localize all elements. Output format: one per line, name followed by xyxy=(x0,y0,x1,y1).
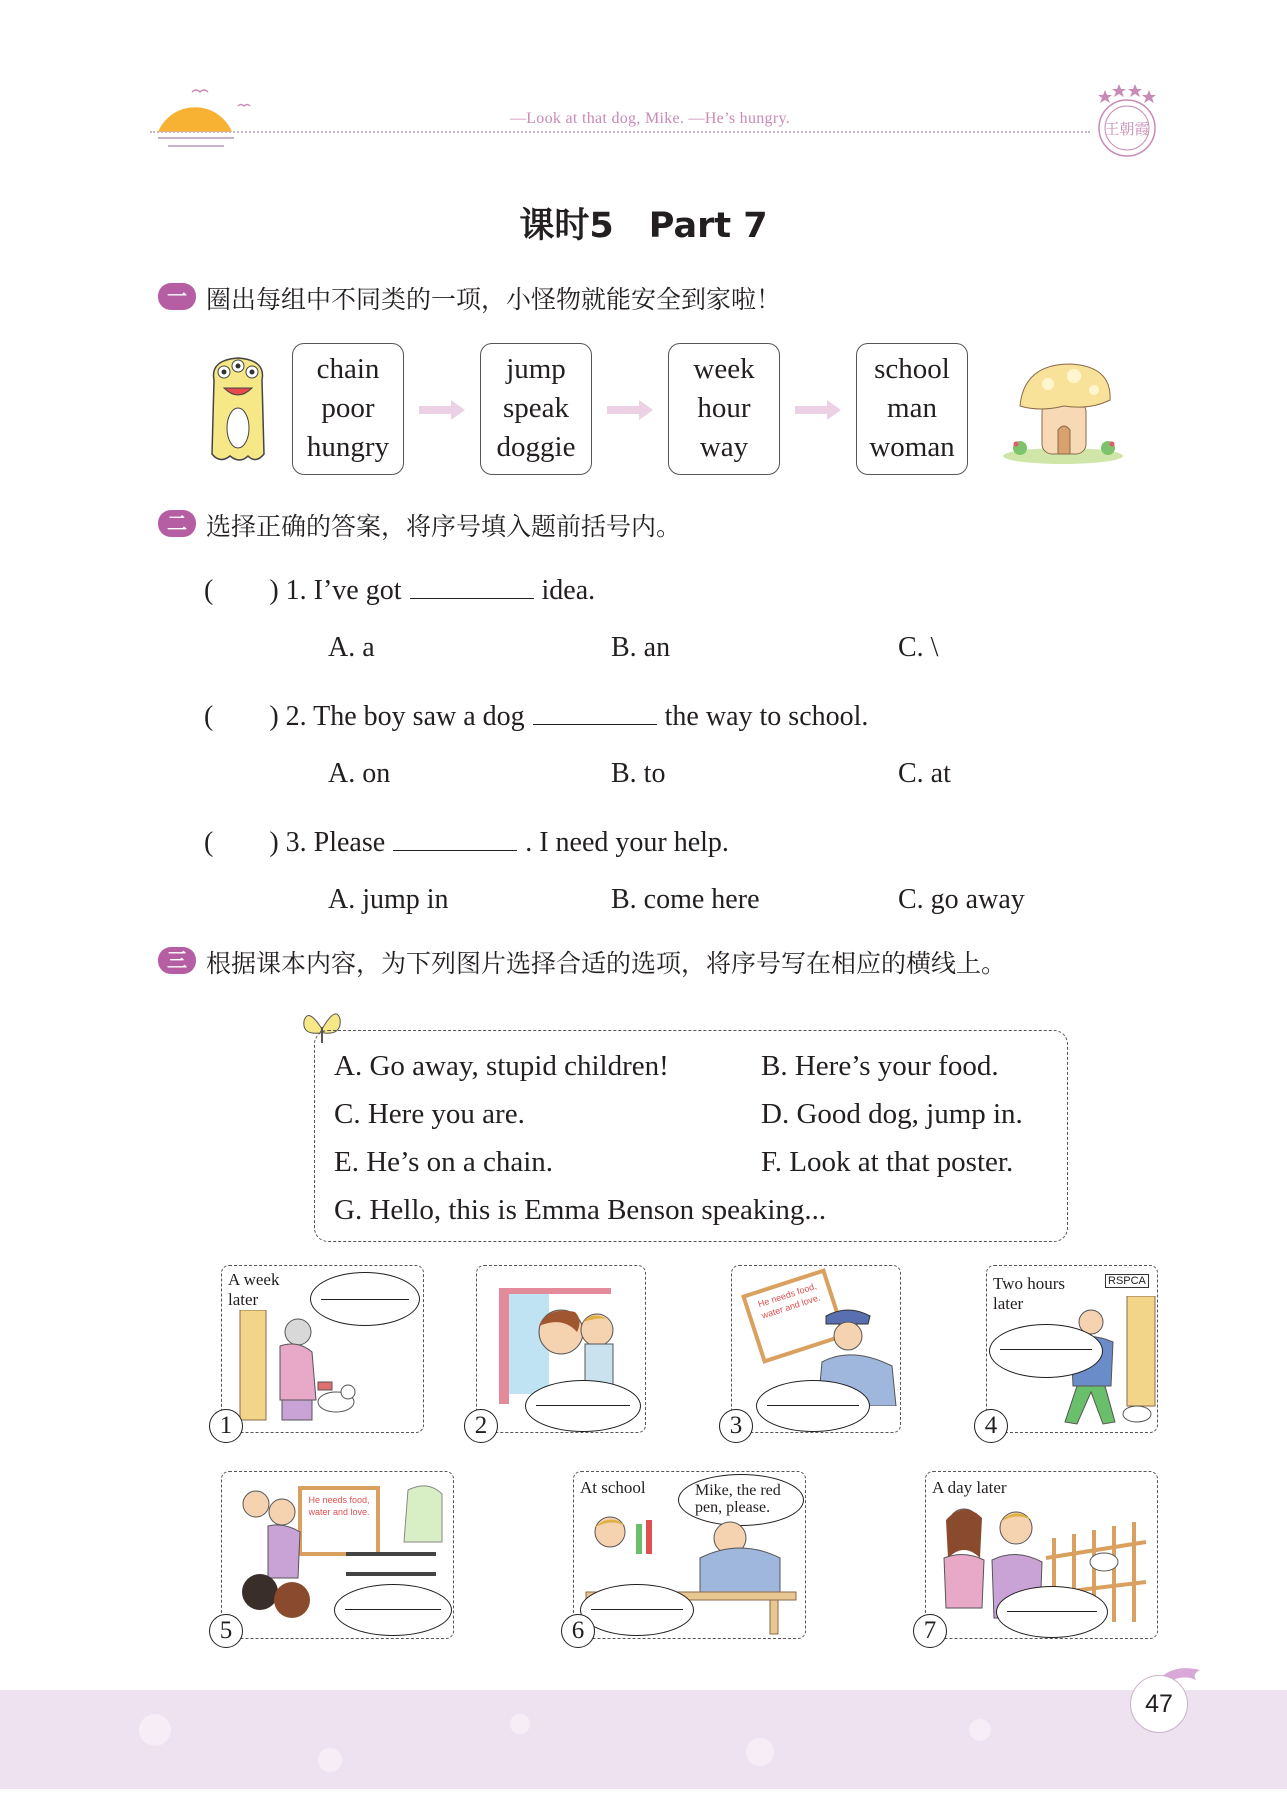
speech-bubble xyxy=(989,1324,1103,1378)
question-1 xyxy=(204,568,595,608)
old-woman-dog-illustration xyxy=(236,1310,366,1430)
poster-text: He needs food, water and love. xyxy=(756,1280,822,1321)
picture-panel-3 xyxy=(731,1265,901,1433)
question-stem-end: idea. xyxy=(541,575,596,606)
option-b: B. to xyxy=(611,758,666,789)
panel-caption: At school xyxy=(580,1478,646,1497)
answer-line[interactable] xyxy=(767,1405,859,1406)
speech-bubble xyxy=(580,1584,694,1636)
footer-band xyxy=(0,1690,1287,1789)
option-f: F. Look at that poster. xyxy=(761,1146,1014,1178)
arrow-icon xyxy=(419,400,465,420)
option-c: C. Here you are. xyxy=(334,1098,525,1130)
svg-text:王朝霞: 王朝霞 xyxy=(1104,120,1150,138)
option-a: A. a xyxy=(328,632,375,663)
sun-logo xyxy=(150,84,270,154)
word[interactable]: woman xyxy=(869,431,955,463)
lesson-title: 课时5 Part 7 xyxy=(519,206,768,246)
panel-caption: A day later xyxy=(932,1478,1007,1497)
answer-line[interactable] xyxy=(345,1609,441,1610)
question-3 xyxy=(204,820,729,860)
speech-bubble xyxy=(334,1584,452,1636)
word[interactable]: chain xyxy=(316,353,380,385)
section-2-badge: 二 xyxy=(158,510,196,537)
picture-panel-1 xyxy=(221,1265,424,1433)
option-a: A. Go away, stupid children! xyxy=(334,1050,669,1082)
word-group-1[interactable] xyxy=(292,343,404,475)
section-2-title: 选择正确的答案，将序号填入题前括号内。 xyxy=(206,512,682,541)
section-3-badge: 三 xyxy=(158,947,196,974)
answer-line[interactable] xyxy=(1000,1349,1092,1350)
option-b: B. come here xyxy=(611,884,760,915)
section-1-badge: 一 xyxy=(158,283,196,310)
question-2 xyxy=(204,694,868,734)
panel-number: 3 xyxy=(719,1409,753,1443)
word-group-4[interactable] xyxy=(856,343,968,475)
panel-number: 7 xyxy=(913,1614,947,1648)
panel-caption: A week later xyxy=(228,1270,280,1309)
option-g: G. Hello, this is Emma Benson speaking... xyxy=(334,1194,827,1226)
answer-bracket[interactable]: ( ) xyxy=(204,701,279,732)
brand-seal-icon xyxy=(1085,78,1169,162)
speech-bubble xyxy=(996,1586,1108,1638)
poster-text: He needs food, water and love. xyxy=(308,1495,370,1517)
word[interactable]: speak xyxy=(502,392,570,424)
answer-line[interactable] xyxy=(321,1299,409,1300)
monster-illustration xyxy=(200,350,276,468)
question-stem: 2. The boy saw a dog xyxy=(285,701,525,732)
panel-number: 5 xyxy=(209,1614,243,1648)
picture-panel-5 xyxy=(221,1471,454,1639)
answer-line[interactable] xyxy=(591,1609,683,1610)
word[interactable]: school xyxy=(874,353,950,385)
question-stem: 3. Please xyxy=(285,827,386,858)
word-group-2[interactable] xyxy=(480,343,592,475)
answer-bracket[interactable]: ( ) xyxy=(204,827,279,858)
option-c: C. at xyxy=(898,758,951,789)
word[interactable]: hour xyxy=(697,392,751,424)
panel-number: 2 xyxy=(464,1409,498,1443)
word[interactable]: way xyxy=(699,431,749,463)
mushroom-house-illustration xyxy=(1000,360,1126,466)
page-number: 47 xyxy=(1130,1675,1188,1733)
answer-bracket[interactable]: ( ) xyxy=(204,575,279,606)
speech-bubble xyxy=(756,1380,870,1432)
speech-bubble xyxy=(310,1272,420,1326)
option-b: B. an xyxy=(611,632,671,663)
picture-panel-7 xyxy=(925,1471,1158,1639)
arrow-icon xyxy=(607,400,653,420)
answer-blank[interactable] xyxy=(393,826,517,851)
question-stem-end: the way to school. xyxy=(664,701,869,732)
picture-panel-2 xyxy=(476,1265,646,1433)
header-rule xyxy=(150,131,1090,133)
panel-number: 6 xyxy=(561,1614,595,1648)
section-3-title: 根据课本内容，为下列图片选择合适的选项，将序号写在相应的横线上。 xyxy=(206,949,1007,978)
option-b: B. Here’s your food. xyxy=(761,1050,999,1082)
option-a: A. jump in xyxy=(328,884,449,915)
word[interactable]: week xyxy=(693,353,755,385)
option-a: A. on xyxy=(328,758,391,789)
word-group-3[interactable] xyxy=(668,343,780,475)
word[interactable]: jump xyxy=(506,353,566,385)
picture-panel-4 xyxy=(986,1265,1158,1433)
answer-blank[interactable] xyxy=(533,700,657,725)
question-stem-end: . I need your help. xyxy=(525,827,729,858)
answer-line[interactable] xyxy=(536,1405,630,1406)
panel-caption: Two hours later xyxy=(993,1274,1066,1313)
section-1-title: 圈出每组中不同类的一项，小怪物就能安全到家啦！ xyxy=(206,285,782,314)
word[interactable]: hungry xyxy=(306,431,390,463)
answer-line[interactable] xyxy=(1007,1611,1097,1612)
panel-number: 1 xyxy=(209,1409,243,1443)
rspca-sign: RSPCA xyxy=(1105,1274,1149,1288)
option-c: C. \ xyxy=(898,632,939,663)
question-stem: 1. I’ve got xyxy=(285,575,402,606)
option-c: C. go away xyxy=(898,884,1025,915)
arrow-icon xyxy=(795,400,841,420)
answer-blank[interactable] xyxy=(410,574,534,599)
option-e: E. He’s on a chain. xyxy=(334,1146,554,1178)
speech-bubble xyxy=(525,1380,641,1432)
word[interactable]: man xyxy=(887,392,937,424)
picture-panel-6 xyxy=(573,1471,806,1639)
panel-number: 4 xyxy=(974,1409,1008,1443)
word[interactable]: doggie xyxy=(496,431,576,463)
word[interactable]: poor xyxy=(321,392,375,424)
running-title: —Look at that dog, Mike. —He’s hungry. xyxy=(509,110,791,127)
speech-text: Mike, the red pen, please. xyxy=(695,1482,781,1516)
option-d: D. Good dog, jump in. xyxy=(761,1098,1023,1130)
